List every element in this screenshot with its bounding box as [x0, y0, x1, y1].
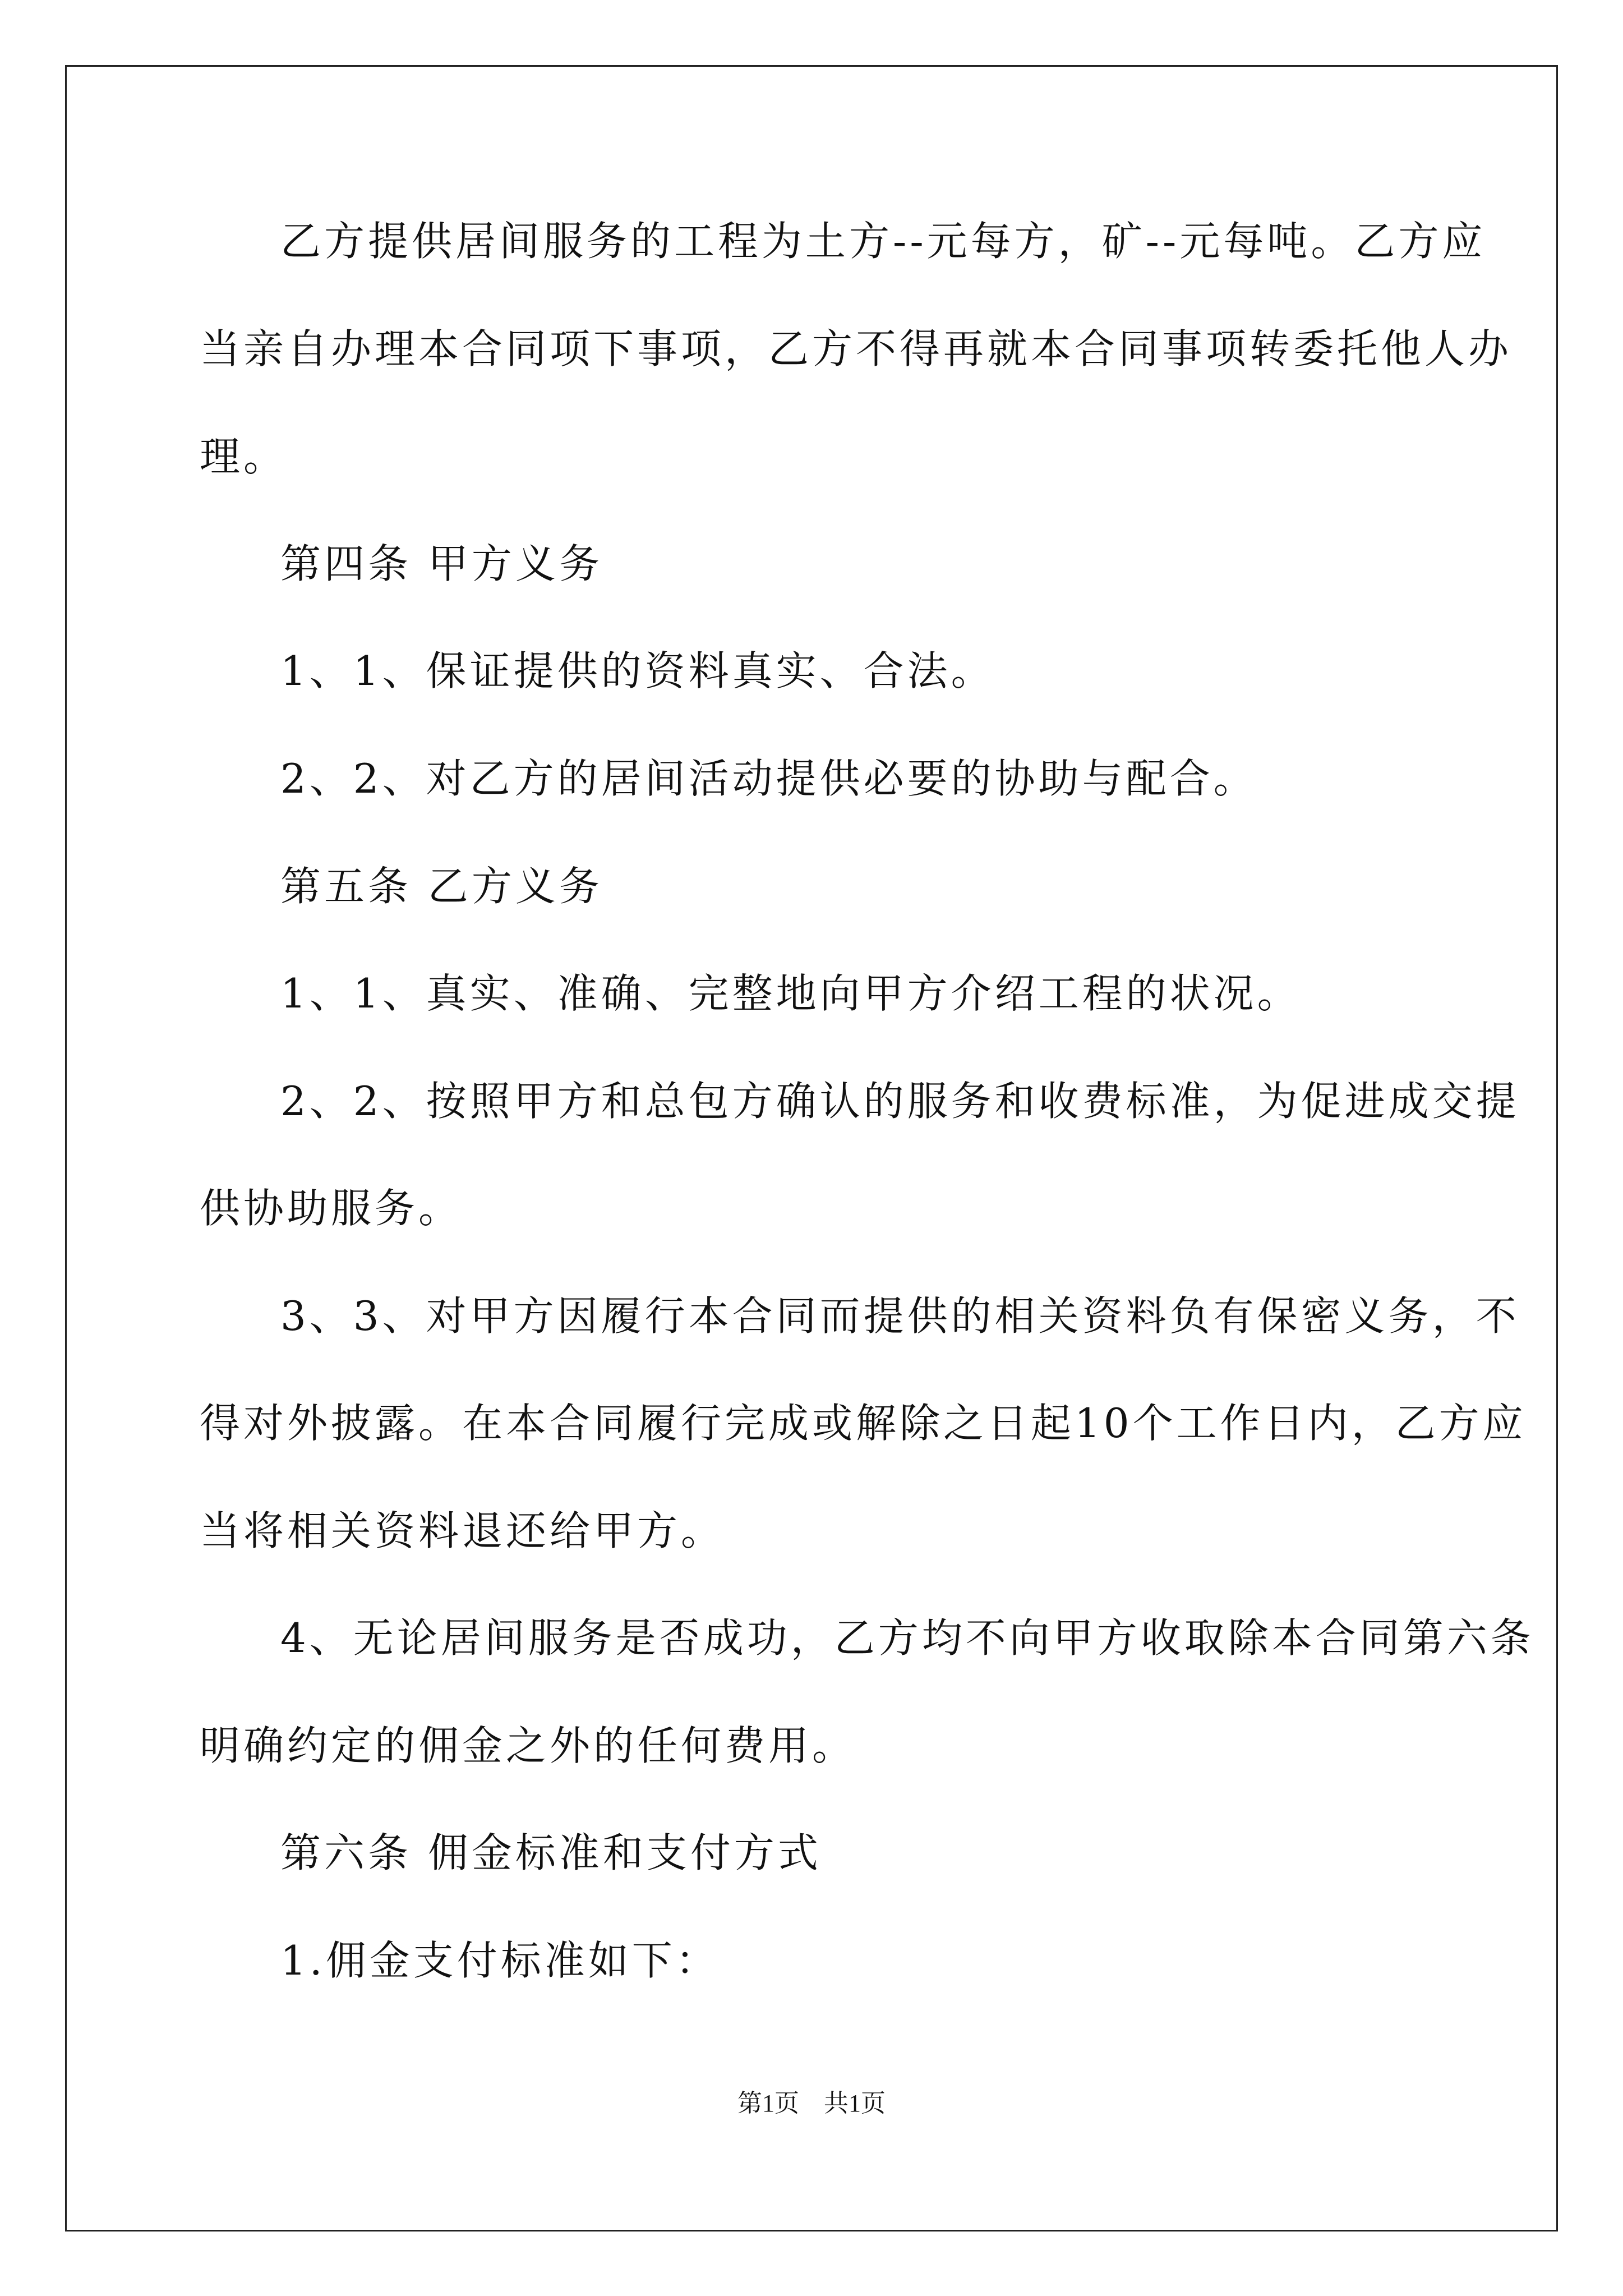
list-item-continuation: 明确约定的佣金之外的任何费用。: [200, 1722, 856, 1769]
list-item: 3、3、对甲方因履行本合同而提供的相关资料负有保密义务，不: [280, 1292, 1520, 1340]
paragraph-line: 理。: [200, 433, 288, 480]
page-border: [65, 65, 1558, 2231]
section-heading: 第六条 佣金标准和支付方式: [280, 1829, 822, 1876]
paragraph-line: 当亲自办理本合同项下事项，乙方不得再就本合同事项转委托他人办: [200, 325, 1513, 372]
list-item: 1、1、保证提供的资料真实、合法。: [280, 647, 995, 694]
list-item: 1.佣金支付标准如下：: [280, 1937, 720, 1984]
list-item-continuation: 得对外披露。在本合同履行完成或解除之日起10个工作日内，乙方应: [200, 1400, 1527, 1447]
paragraph-line: 乙方提供居间服务的工程为土方--元每方，矿--元每吨。乙方应: [280, 218, 1486, 265]
list-item-continuation: 当将相关资料退还给甲方。: [200, 1507, 725, 1554]
list-item: 4、无论居间服务是否成功，乙方均不向甲方收取除本合同第六条: [280, 1614, 1534, 1662]
list-item: 2、2、按照甲方和总包方确认的服务和收费标准，为促进成交提: [280, 1078, 1520, 1125]
section-heading: 第五条 乙方义务: [280, 863, 603, 910]
list-item: 1、1、真实、准确、完整地向甲方介绍工程的状况。: [280, 970, 1301, 1017]
page-number-footer: 第1页 共1页: [737, 2090, 886, 2117]
list-item-continuation: 供协助服务。: [200, 1185, 463, 1232]
list-item: 2、2、对乙方的居间活动提供必要的协助与配合。: [280, 755, 1257, 802]
section-heading: 第四条 甲方义务: [280, 540, 603, 587]
